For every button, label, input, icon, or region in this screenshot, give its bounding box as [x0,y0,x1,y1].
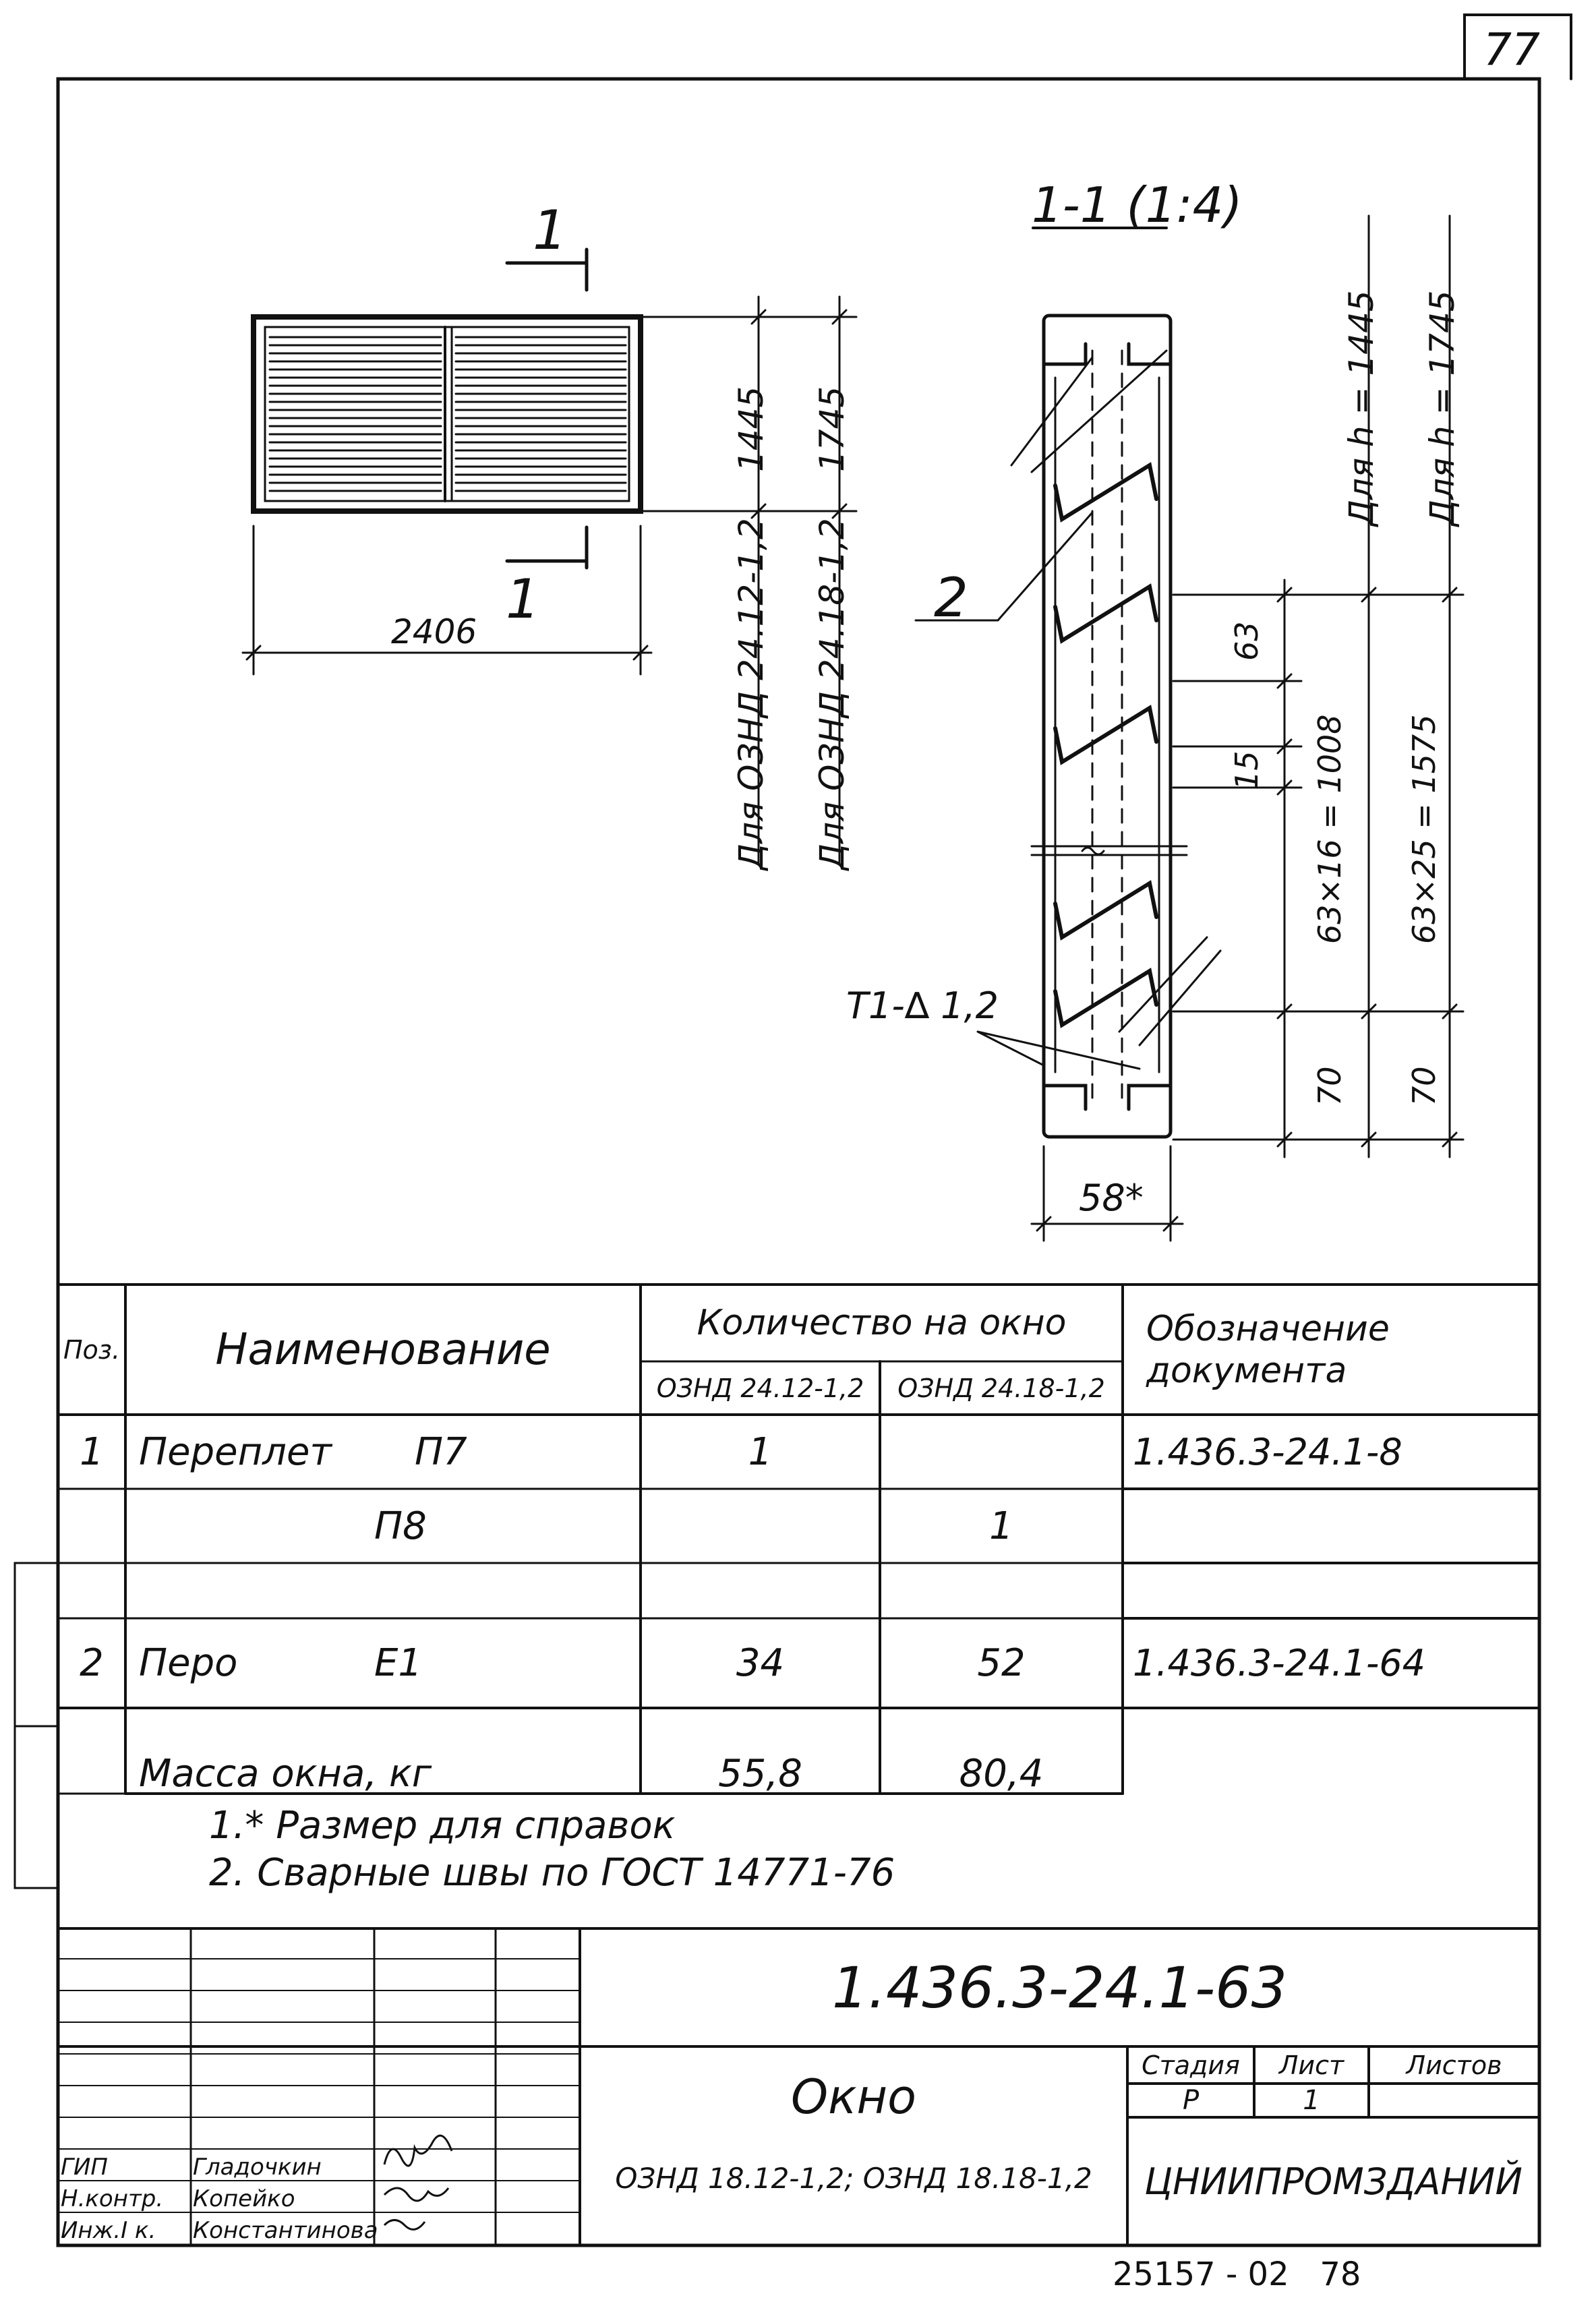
sheets-value [1369,2084,1539,2117]
spec-cell-doc: 1.436.3-24.1-8 [1133,1430,1402,1473]
spec-cell-qty_a: 55,8 [718,1751,802,1796]
role-role: Н.контр. [61,2185,164,2212]
stage-header: Стадия [1142,2050,1240,2080]
spec-cell-name: Переплет [139,1429,332,1474]
section-mark-top: 1 [533,199,567,262]
spec-cell-qty_a [641,1708,880,1753]
spec-cell-doc: 1.436.3-24.1-64 [1133,1642,1426,1684]
dim-63: 63 [1229,621,1265,661]
spec-cell-pos [58,1563,125,1618]
archive-code: 25157 - 02 78 [1113,2255,1361,2293]
role-role: Инж.I к. [61,2216,156,2244]
spec-cell-doc [1133,1708,1537,1753]
spec-cell-qty_a [641,1489,880,1563]
spec-cell-doc [1133,1489,1537,1563]
spec-cell-mark: Е1 [374,1641,423,1685]
sheet-number: 77 [1483,24,1540,76]
height-label-1745: 1745 [812,386,852,472]
spec-cell-qty_a [641,1563,880,1618]
spec-cell-mark: П8 [374,1504,427,1548]
spec-cell-pos: 2 [80,1641,104,1685]
leader-lines [916,351,1220,1069]
height-label-1445: 1445 [732,386,771,472]
feather-blade [1055,587,1156,641]
spec-cell-qty_b: 52 [977,1641,1026,1685]
spec-cell-doc [1133,1563,1537,1618]
for-h-1745: Для h = 1745 [1423,290,1462,526]
width-label: 2406 [391,612,477,651]
callout-2: 2 [934,566,968,629]
spec-cell-qty_b: 1 [989,1504,1013,1548]
header-name: Наименование [215,1324,551,1375]
feather-blade [1055,883,1156,937]
dim-1008: 63×16 = 1008 [1311,714,1348,944]
width-dimension [243,526,651,674]
section-mark-bottom: 1 [506,568,540,630]
spec-cell-mark [374,1753,671,1794]
dim-70-second: 70 [1406,1066,1442,1106]
note-2: 2. Сварные швы по ГОСТ 14771-76 [209,1851,895,1895]
header-qty-b: ОЗНД 24.18-1,2 [897,1373,1105,1403]
role-role: ГИП [61,2153,108,2181]
header-doc: Обозначение документа [1146,1308,1390,1391]
section-title: 1-1 (1:4) [1032,177,1243,233]
binding-strip [15,1563,58,1888]
drawing-code: 1.436.3-24.1-63 [831,1954,1288,2021]
feather-blade [1055,708,1156,762]
for-h-1445: Для h = 1445 [1342,290,1381,526]
stage-value: Р [1182,2085,1200,2116]
role-name: Копейко [193,2185,295,2212]
spec-cell-doc [1133,1753,1537,1794]
spec-cell-qty_b [880,1563,1123,1618]
sheets-header: Листов [1406,2050,1502,2080]
dim-15: 15 [1229,750,1265,790]
variant-label-2418: Для ОЗНД 24.18-1,2 [812,518,852,870]
role-name: Гладочкин [193,2153,322,2181]
role-name: Константинова [193,2216,378,2244]
sheet-header: Лист [1278,2050,1344,2080]
dim-70-first: 70 [1311,1066,1348,1106]
drawing-title: Окно [791,2069,916,2125]
section-feathers [1055,465,1156,1025]
spec-cell-pos [58,1753,125,1794]
weld-mark: Т1-∆ 1,2 [846,984,999,1027]
spec-cell-name: Масса окна, кг [139,1751,432,1796]
spec-cell-pos: 1 [80,1429,104,1474]
dim-1575: 63×25 = 1575 [1406,714,1442,944]
header-qty: Количество на окно [697,1303,1067,1343]
spec-cell-qty_b [880,1708,1123,1753]
header-pos: Поз. [63,1334,121,1365]
spec-cell-pos [58,1489,125,1563]
section-cut-marks [507,249,587,568]
feather-blade [1055,971,1156,1025]
sheet-value: 1 [1303,2085,1320,2116]
spec-cell-mark [374,1563,671,1618]
spec-cell-qty_a: 1 [748,1429,773,1474]
spec-cell-mark [374,1708,671,1753]
spec-cell-mark: П7 [415,1429,467,1474]
depth-label: 58* [1079,1177,1144,1219]
spec-cell-qty_a: 34 [736,1641,785,1685]
variant-label-2412: Для ОЗНД 24.12-1,2 [732,518,771,870]
note-1: 1.* Размер для справок [209,1804,676,1848]
header-qty-a: ОЗНД 24.12-1,2 [656,1373,864,1403]
section-profile [1032,316,1187,1137]
organization: ЦНИИПРОМЗДАНИЙ [1144,2160,1523,2203]
window-louvers [270,337,626,491]
drawing-subtitle: ОЗНД 18.12-1,2; ОЗНД 18.18-1,2 [615,2161,1092,2195]
sheet-frame [58,79,1539,2245]
spec-cell-qty_b: 80,4 [959,1751,1044,1796]
spec-cell-name: Перо [139,1641,238,1685]
feather-blade [1055,465,1156,519]
spec-cell-qty_b [880,1415,1123,1489]
spec-cell-pos [58,1708,125,1753]
